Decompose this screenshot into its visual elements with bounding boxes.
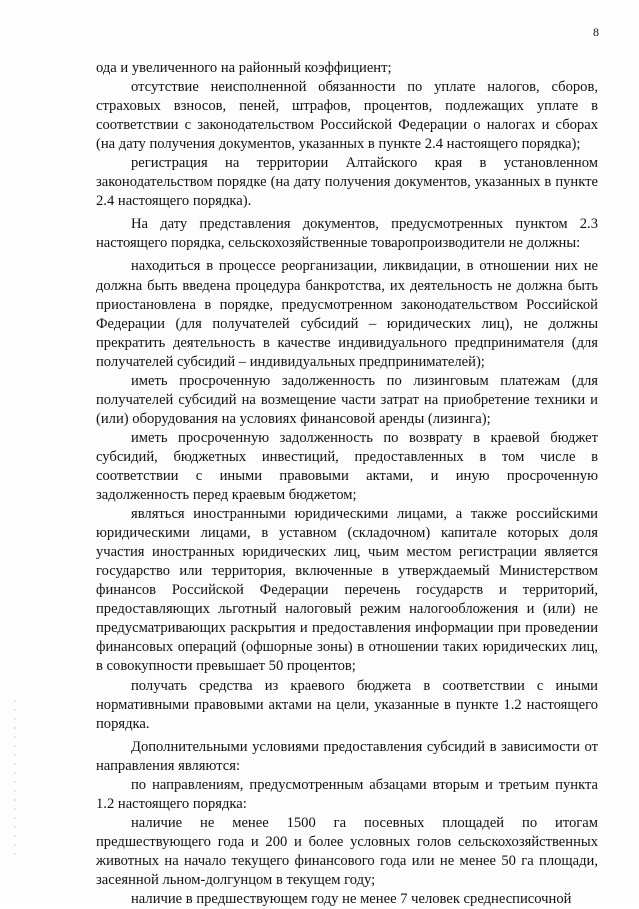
paragraph-7: иметь просроченную задолженность по возврату в краевой бюджет субсидий, бюджетных инвестиций, предоставленных в том числе в соответствии с иными правовыми актами, и иную просроченную задолженность перед краевым бюджетом; — [96, 429, 598, 504]
paragraph-3: регистрация на территории Алтайского края в установленном законодательством порядке (на дату получения документов, указанных в пункте 2.4 настоящего порядка). — [96, 155, 598, 210]
paragraph-1: ода и увеличенного на районный коэффициент; — [96, 60, 392, 76]
paragraph-4: На дату представления документов, предусмотренных пунктом 2.3 настоящего порядка, сельскохозяйственные товаропроизводители не должны: — [96, 216, 598, 252]
document-body — [96, 59, 598, 909]
scan-margin-artifact — [14, 700, 16, 860]
paragraph-9: получать средства из краевого бюджета в соответствии с иными нормативными правовыми актами на цели, указанные в пункте 1.2 настоящего порядка. — [96, 677, 598, 732]
paragraph-12: наличие не менее 1500 га посевных площадей по итогам предшествующего года и 200 и более условных голов сельскохозяйственных животных на начало текущего финансового года или не менее 50 га площади, засеянной льном-долгунцом в текущем году; — [96, 814, 598, 888]
paragraph-5: находиться в процессе реорганизации, ликвидации, в отношении них не должна быть введена процедура банкротства, их деятельность не должна быть приостановлена в порядке, предусмотренном законодательством Российской Федерации (для получателей субсидий – юридических лиц), не должны прекратить деятельность в качестве индивидуального предпринимателя (для получателей субсидий – индивидуальных предпринимателей); — [96, 258, 598, 370]
paragraph-11: по направлениям, предусмотренным абзацами вторым и третьим пункта 1.2 настоящего порядка: — [96, 776, 598, 812]
paragraph-10: Дополнительными условиями предоставления субсидий в зависимости от направления являются: — [96, 738, 598, 774]
paragraph-8: являться иностранными юридическими лицами, а также российскими юридическими лицами, в уставном (складочном) капитале которых доля участия иностранных юридических лиц, чьим местом регистрации является государство или территория, включенные в утверждаемый Министерством финансов Российской Федерации перечень государств и территорий, предоставляющих льготный налоговый режим налогообложения и (или) не предусматривающих раскрытия и предоставления информации при проведении финансовых операций (офшорные зоны) в отношении таких юридических лиц, в совокупности превышает 50 процентов; — [96, 506, 598, 675]
paragraph-2: отсутствие неисполненной обязанности по уплате налогов, сборов, страховых взносов, пеней, штрафов, процентов, подлежащих уплате в соответствии с законодательством Российской Федерации о налогах и сборах (на дату получения документов, указанных в пункте 2.4 настоящего порядка); — [96, 79, 598, 153]
paragraph-13: наличие в предшествующем году не менее 7 человек среднесписочной — [131, 891, 572, 908]
page-number: 8 — [593, 25, 599, 39]
paragraph-6: иметь просроченную задолженность по лизинговым платежам (для получателей субсидий на возмещение части затрат на приобретение техники и (или) оборудования на условиях финансовой аренды (лизинга); — [96, 372, 598, 427]
